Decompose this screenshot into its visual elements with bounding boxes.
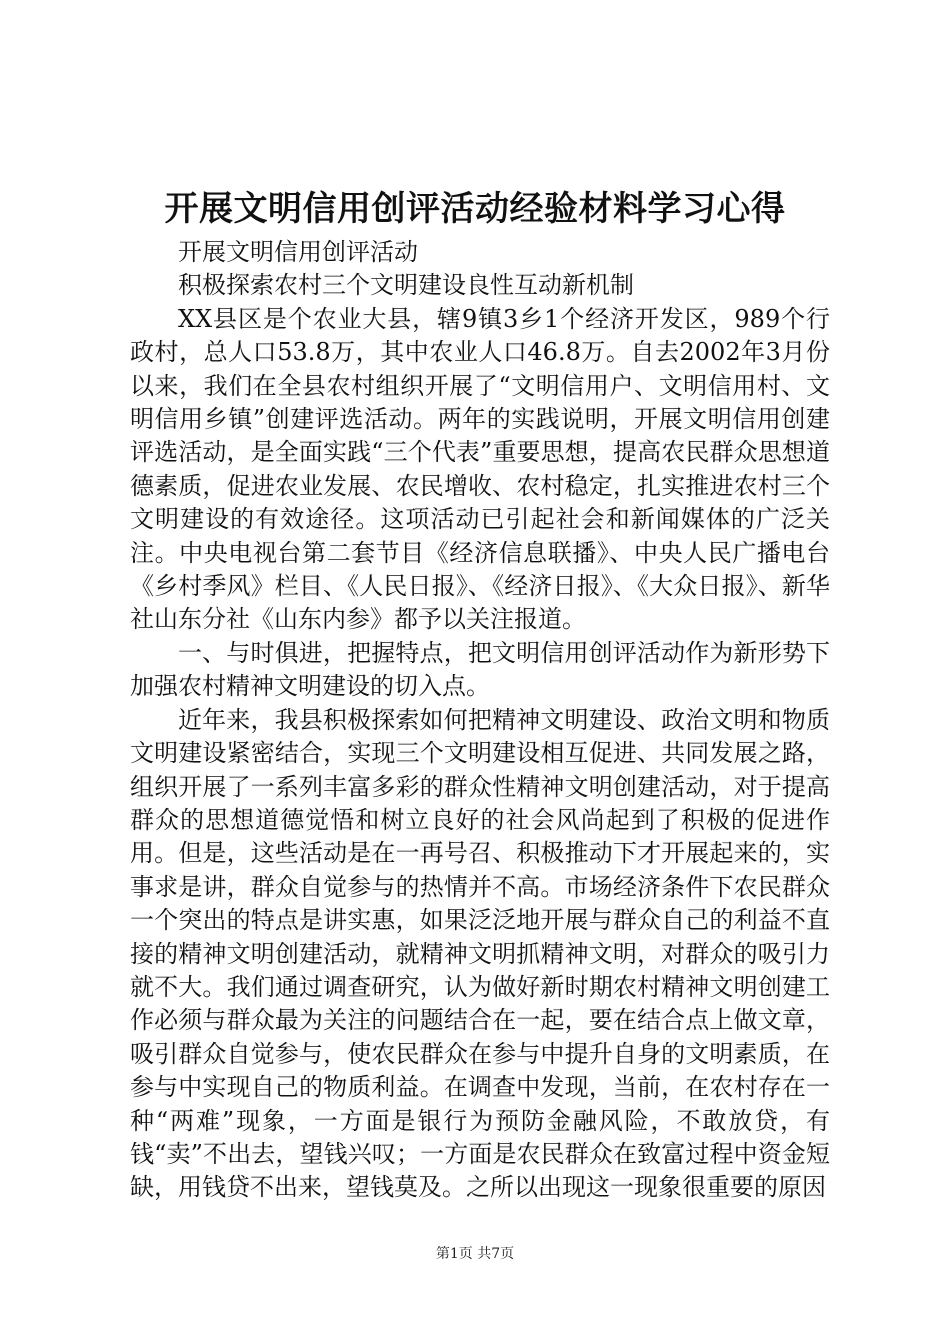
document-body [130, 236, 830, 1205]
page-number-footer: 第1页 共7页 [435, 1246, 515, 1262]
document-title: 开展文明信用创评活动经验材料学习心得 [164, 189, 786, 229]
section-heading-1: 一、与时俱进，把握特点，把文明信用创评活动作为新形势下加强农村精神文明建设的切入点。 [130, 638, 830, 701]
subtitle-line-1: 开展文明信用创评活动 [178, 238, 418, 266]
paragraph-intro: XX县区是个农业大县，辖9镇3乡1个经济开发区，989个行政村，总人口53.8万，其中农业人口46.8万。自去2002年3月份以来，我们在全县农村组织开展了“文明信用户、文明信用村、文明信用乡镇”创建评选活动。两年的实践说明，开展文明信用创建评选活动，是全面实践“三个代表”重要思想，提高农民群众思想道德素质，促进农业发展、农民增收、农村稳定，扎实推进农村三个文明建设的有效途径。这项活动已引起社会和新闻媒体的广泛关注。中央电视台第二套节目《经济信息联播》、中央人民广播电台《乡村季风》栏目、《人民日报》、《经济日报》、《大众日报》、新华社山东分社《山东内参》都予以关注报道。 [130, 304, 830, 634]
subtitle-line-2: 积极探索农村三个文明建设良性互动新机制 [178, 271, 634, 300]
paragraph-section-1: 近年来，我县积极探索如何把精神文明建设、政治文明和物质文明建设紧密结合，实现三个文明建设相互促进、共同发展之路，组织开展了一系列丰富多彩的群众性精神文明创建活动，对于提高群众的思想道德觉悟和树立良好的社会风尚起到了积极的促进作用。但是，这些活动是在一再号召、积极推动下才开展起来的，实事求是讲，群众自觉参与的热情并不高。市场经济条件下农民群众一个突出的特点是讲实惠，如果泛泛地开展与群众自己的利益不直接的精神文明创建活动，就精神文明抓精神文明，对群众的吸引力就不大。我们通过调查研究，认为做好新时期农村精神文明创建工作必须与群众最为关注的问题结合在一起，要在结合点上做文章，吸引群众自觉参与，使农民群众在参与中提升自身的文明素质，在参与中实现自己的物质利益。在调查中发现，当前，在农村存在一种“两难”现象，一方面是银行为预防金融风险，不敢放贷，有钱“卖”不出去，望钱兴叹；一方面是农民群众在致富过程中资金短缺，用钱贷不出来，望钱莫及。之所以出现这一现象很重要的原因 [130, 705, 830, 1202]
